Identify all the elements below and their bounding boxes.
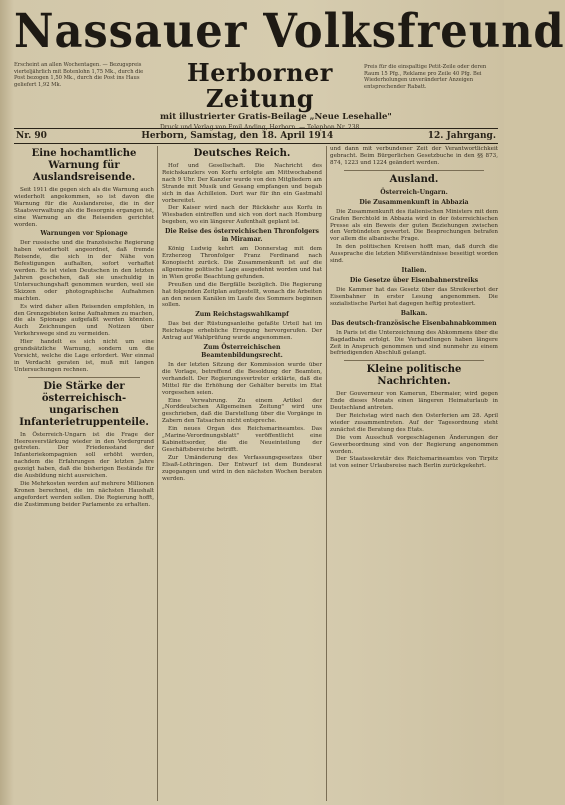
masthead-printer: Druck und Verlag von Emil Anding, Herborn. — Telephon Nr. 238. [160, 124, 362, 131]
article-subheading: Die Gesetze über Eisenbahnerstreiks [349, 276, 479, 284]
article-paragraph: Der russische und die französische Regierung haben wiederholt angeordnet, daß fremde Reisende, die sich in der Nähe von Befestigungen aufhalten, sofort verhaftet werden. Es ist vielen Deutschen in den letzten Jahren geschehen, daß sie unschuldig in Untersuchungshaft genommen wurden, weil sie Skizzen oder photographische Aufnahmen machten. [14, 240, 154, 302]
article-paragraph: Der Gouverneur von Kamerun, Ebermaier, wird gegen Ende dieses Monats einen längeren Heimaturlaub in Deutschland antreten. [330, 391, 498, 412]
column-2 [162, 146, 322, 801]
masthead-subtitle-block [160, 58, 392, 131]
article-subheading: Die Zusammenkunft in Abbazia [359, 198, 469, 206]
section-headline: Ausland. [389, 173, 439, 185]
column-rule [157, 146, 158, 801]
column-1 [14, 146, 154, 801]
country-heading: Österreich-Ungarn. [380, 188, 448, 196]
article-paragraph: In den politischen Kreisen hofft man, daß durch die Aussprache die letzten Mißverständnisse beseitigt worden sind. [330, 244, 498, 265]
article-paragraph: Die Zusammenkunft des italienischen Ministers mit dem Grafen Berchtold in Abbazia wird in der österreichischen Presse als ein Beweis der guten Beziehungen zwischen den Verbündeten gewertet. Die Besprechungen betrafen vor allem die albanische Frage. [330, 208, 498, 243]
advert-price-box: Preis für die einspaltige Petit-Zeile oder deren Raum 15 Pfg., Reklame pro Zeile 40 Pfg. Bei Wiederholungen unveränderter Anzeigen entsprechender Rabatt. [364, 64, 487, 90]
article-headline: Die Stärke der österreichisch-ungarischen Infanterietruppenteile. [19, 380, 149, 428]
article-headline: Eine hochamtliche Warnung für Auslandsreisende. [31, 148, 137, 183]
article-paragraph: In Österreich-Ungarn ist die Frage der Heeresverstärkung wieder in den Vordergrund getreten. Der Friedensstand der Infanteriekompagnien soll erhöht werden, nachdem die Erfahrungen der letzten Jahre gezeigt haben, daß die bisherigen Bestände für die Ausbildung nicht ausreichen. [14, 431, 154, 480]
issue-volume: 12. Jahrgang. [427, 131, 496, 141]
section-headline: Deutsches Reich. [193, 148, 291, 159]
article-paragraph: Die Mehrkosten werden auf mehrere Millionen Kronen berechnet, die im nächsten Haushalt angefordert werden sollen. Die Regierung hofft, die Zustimmung beider Parlamente zu erhalten. [14, 481, 154, 508]
article-subheading: Zum Österreichischen Beamtenbildungsrecht. [201, 344, 283, 360]
masthead-supplement: mit illustrierter Gratis-Beilage „Neue Lesehalle" [160, 112, 392, 122]
article-divider [28, 377, 140, 378]
article-headline: Kleine politische Nachrichten. [366, 364, 462, 388]
article-paragraph: Ein neues Organ des Reichsmarineamtes. Das „Marine-Verordnungsblatt" veröffentlicht eine Kabinettsorder, die die Neueinteilung der Geschäftsbereiche betrifft. [162, 426, 322, 453]
masthead-title: Nassauer Volksfreund [14, 4, 565, 59]
country-heading: Italien. [401, 266, 427, 274]
article-paragraph: In der letzten Sitzung der Kommission wurde über die Vorlage, betreffend die Besoldung der Beamten, verhandelt. Der Regierungsvertreter erklärte, daß die Mittel für die Erhöhung der Gehälter bereits im Etat vorgesehen seien. [162, 362, 322, 396]
masthead-subtitle: Herborner Zeitung [187, 58, 333, 113]
issue-number: Nr. 90 [16, 131, 47, 141]
article-subheading: Das deutsch-französische Eisenbahnabkommen [331, 319, 497, 327]
article-paragraph: Eine Verwahrung. Zu einem Artikel der „Norddeutschen Allgemeinen Zeitung" wird uns geschrieben, daß die Darstellung über die Vorgänge in Zabern den Tatsachen nicht entspreche. [162, 397, 322, 425]
column-3 [330, 146, 498, 801]
article-paragraph: In Paris ist die Unterzeichnung des Abkommens über die Bagdadbahn erfolgt. Die Verhandlungen haben längere Zeit in Anspruch genommen und sind nunmehr zu einem befriedigenden Abschluß gelangt. [330, 329, 498, 357]
article-divider [344, 360, 484, 361]
article-paragraph: Der Staatssekretär des Reichsmarineamtes von Tirpitz ist von seiner Urlaubsreise nach Berlin zurückgekehrt. [330, 456, 498, 470]
article-paragraph: Das bei der Rüstungsanleihe gefaßte Urteil hat im Reichstage erhebliche Erregung hervorgerufen. Der Antrag auf Wahlprüfung wurde angenommen. [162, 321, 322, 342]
article-divider [344, 170, 484, 171]
article-paragraph: Es wird daher allen Reisenden empfohlen, in den Grenzgebieten keine Aufnahmen zu machen, die als Spionage aufgefaßt werden könnten. Auch Zeichnungen und Notizen über Verkehrswege sind zu vermeiden. [14, 303, 154, 338]
article-paragraph: König Ludwig kehrt am Donnerstag mit dem Erzherzog Thronfolger Franz Ferdinand nach Konopischt zurück. Die Zusammenkunft ist auf die allgemeine politische Lage ausgedehnt worden und hat in Wien große Beachtung gefunden. [162, 246, 322, 280]
article-continuation: und dann mit verbundener Zeit der Verantwortlichkeit gebracht. Beim Bürgerlichen Gesetzbuche in den §§ 873, 874, 1223 und 1224 geändert werden. [330, 146, 498, 166]
country-heading: Balkan. [400, 309, 428, 317]
article-paragraph: Preußen und die Bergfälle bezüglich. Die Regierung hat folgenden Zeitplan aufgestellt, wonach die Arbeiten an den neuen Kanälen im Laufe des Sommers beginnen sollen. [162, 281, 322, 309]
article-paragraph: Hof und Gesellschaft. Die Nachricht des Reichskanzlers von Korfu erfolgte am Mittwochabend nach 9 Uhr. Der Kanzler wurde von den Mitgliedern am Strande mit Musik und Gesang empfangen und begab sich in das Achilleion. Dort war für ihn ein Gastmahl vorbereitet. [162, 163, 322, 204]
issue-date: Herborn, Samstag, den 18. April 1914 [141, 131, 334, 141]
article-subheading: Zum Reichstagswahlkampf [195, 311, 289, 319]
subscription-box: Erscheint an allen Wochentagen. — Bezugspreis vierteljährlich mit Botenlohn 1,75 Mk., durch die Post bezogen 1,50 Mk., durch die Post ins Haus geliefert 1,92 Mk. [14, 62, 144, 88]
article-paragraph: Hier handelt es sich nicht um eine grundsätzliche Warnung, sondern um die Vorsicht, welche die Lage erfordert. Wer einmal in Verdacht geraten ist, muß mit langen Untersuchungen rechnen. [14, 339, 154, 373]
dateline [14, 128, 498, 144]
column-rule [326, 146, 327, 801]
article-paragraph: Der Kaiser wird nach der Rückkehr aus Korfu in Wiesbaden eintreffen und sich von dort nach Homburg begeben, wo ein längerer Aufenthalt geplant ist. [162, 205, 322, 226]
article-paragraph: Zur Umänderung des Verfassungsgesetzes über Elsaß-Lothringen. Der Entwurf ist dem Bundesrat zugegangen und wird in den nächsten Wochen beraten werden. [162, 454, 322, 482]
article-paragraph: Seit 1911 die gegen sich als die Warnung auch wiederholt angekommen, so ist davon die Warnung für die Auslandsreise, die in der Staatsverwaltung als die Besorgnis ergangen ist, eine Warnung an die Reisenden gerichtet worden. [14, 187, 154, 228]
article-subheading: Die Reise des österreichischen Thronfolgers in Miramar. [164, 228, 319, 244]
article-paragraph: Die Kammer hat das Gesetz über das Streikverbot der Eisenbahner in erster Lesung angenommen. Die sozialistische Partei hat dagegen heftig protestiert. [330, 286, 498, 307]
article-paragraph: Der Reichstag wird nach den Osterferien am 28. April wieder zusammentreten. Auf der Tagesordnung steht zunächst die Beratung des Etats. [330, 413, 498, 433]
article-subheading: Warnungen vor Spionage [40, 230, 128, 238]
article-paragraph: Die vom Ausschuß vorgeschlagenen Änderungen der Gewerbeordnung sind von der Regierung angenommen worden. [330, 434, 498, 455]
